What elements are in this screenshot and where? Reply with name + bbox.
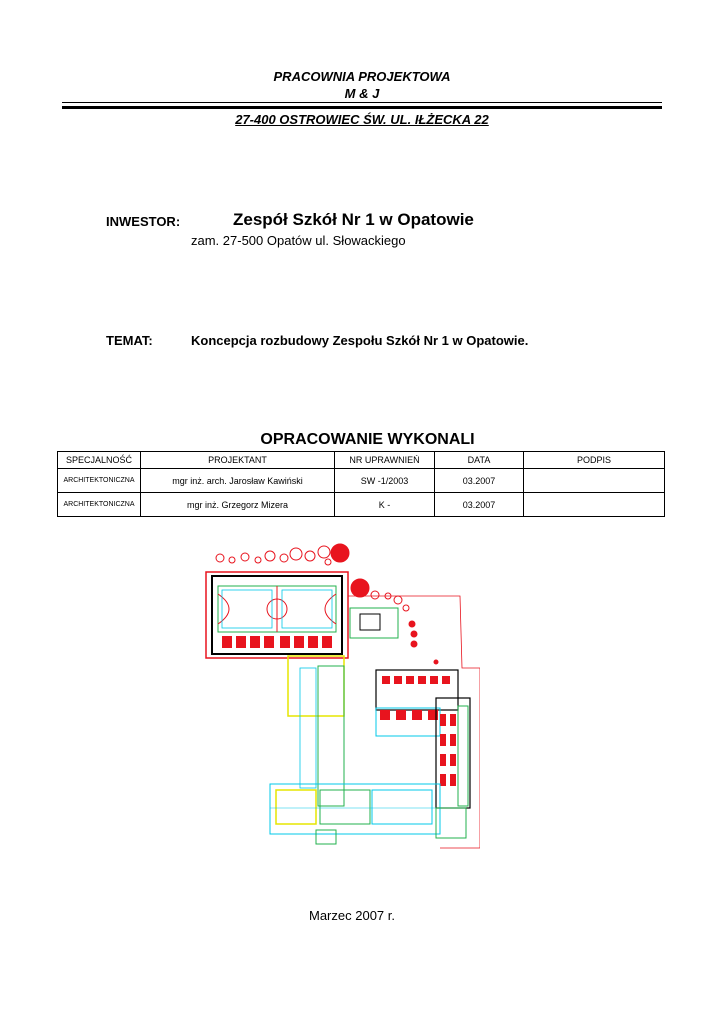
team-table-header: [58, 452, 665, 469]
column-header: PROJEKTANT: [141, 452, 335, 469]
firm-address: 27-400 OSTROWIEC ŚW. UL. IŁŻECKA 22: [235, 112, 489, 127]
signature-cell: [524, 493, 665, 517]
investor-name: Zespół Szkół Nr 1 w Opatowie: [233, 210, 474, 229]
team-title: OPRACOWANIE WYKONALI: [260, 431, 475, 448]
investor-address: zam. 27-500 Opatów ul. Słowackiego: [191, 233, 406, 248]
header-rule-thick: [62, 106, 662, 109]
topic-text: Koncepcja rozbudowy Zespołu Szkół Nr 1 w Opatowie.: [191, 333, 529, 348]
column-header: SPECJALNOŚĆ: [58, 452, 141, 469]
site-plan-drawing: [200, 538, 480, 850]
column-header: NR UPRAWNIEŃ: [335, 452, 435, 469]
license-cell: SW -1/2003: [335, 469, 435, 493]
team-table: [57, 451, 665, 517]
firm-short-name: M & J: [344, 86, 380, 101]
firm-name: PRACOWNIA PROJEKTOWA: [273, 69, 451, 84]
license-cell: K -: [335, 493, 435, 517]
table-row: [58, 469, 665, 493]
signature-cell: [524, 469, 665, 493]
table-row: [58, 493, 665, 517]
document-date: Marzec 2007 r.: [309, 908, 395, 923]
column-header: DATA: [435, 452, 524, 469]
designer-cell: mgr inż. arch. Jarosław Kawiński: [141, 469, 335, 493]
investor-label: INWESTOR:: [106, 214, 181, 229]
column-header: PODPIS: [524, 452, 665, 469]
speciality-cell: ARCHITEKTONICZNA: [58, 469, 141, 493]
date-cell: 03.2007: [435, 469, 524, 493]
header-rule-thin: [62, 102, 662, 103]
topic-label: TEMAT:: [106, 333, 153, 348]
designer-cell: mgr inż. Grzegorz Mizera: [141, 493, 335, 517]
speciality-cell: ARCHITEKTONICZNA: [58, 493, 141, 517]
date-cell: 03.2007: [435, 493, 524, 517]
